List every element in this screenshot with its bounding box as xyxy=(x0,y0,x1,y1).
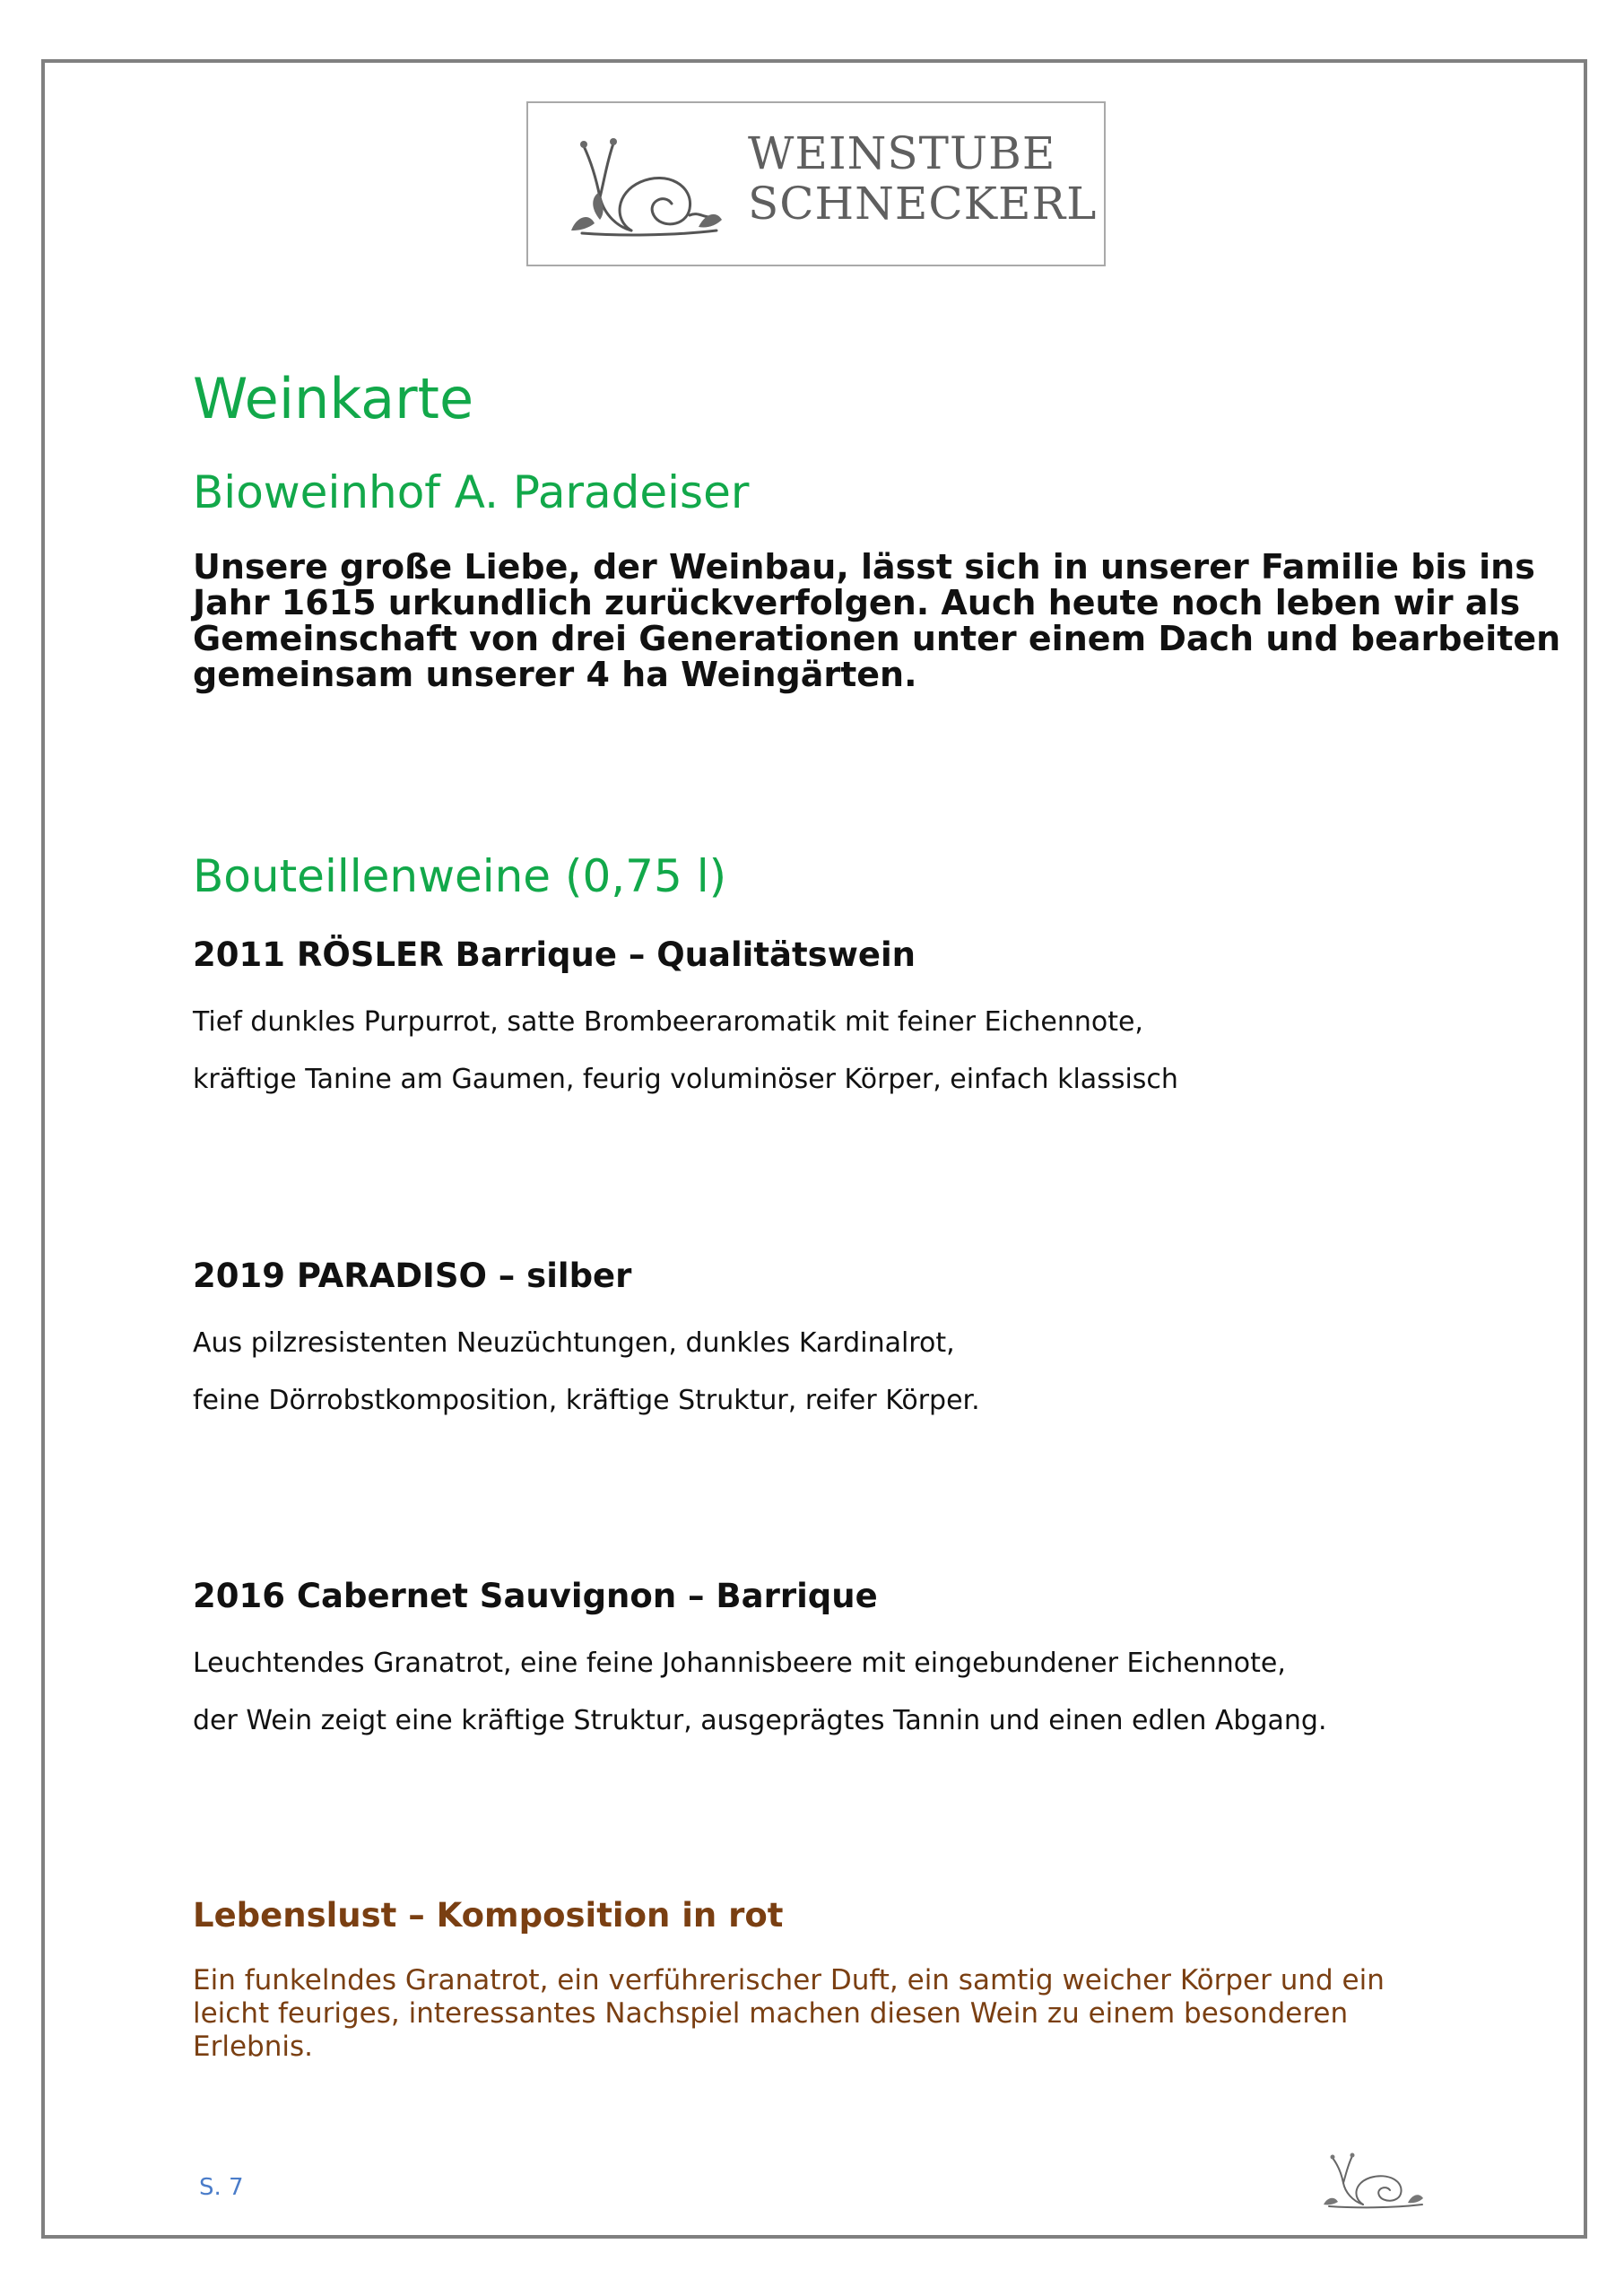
wine-description: Leuchtendes Granatrot, eine feine Johannisbeere mit eingebundener Eichennote, xyxy=(193,1648,1286,1679)
logo-line-2: SCHNECKERL xyxy=(748,178,1098,230)
page-number: S. 7 xyxy=(199,2174,244,2201)
special-line: leicht feuriges, interessantes Nachspiel machen diesen Wein zu einem besonderen xyxy=(193,1997,1349,2030)
snail-icon xyxy=(1320,2151,1426,2213)
intro-paragraph xyxy=(193,547,1561,694)
special-line: Erlebnis. xyxy=(193,2031,313,2063)
wine-description: Aus pilzresistenten Neuzüchtungen, dunkles Kardinalrot, xyxy=(193,1327,955,1359)
winery-name: Bioweinhof A. Paradeiser xyxy=(193,466,750,518)
page-title: Weinkarte xyxy=(193,366,474,431)
wine-entry xyxy=(193,1254,1466,1430)
special-line: Ein funkelndes Granatrot, ein verführerischer Duft, ein samtig weicher Körper und ein xyxy=(193,1964,1385,1996)
wine-description: kräftige Tanine am Gaumen, feurig voluminöser Körper, einfach klassisch xyxy=(193,1064,1178,1095)
section-title: Bouteillenweine (0,75 l) xyxy=(193,850,727,902)
logo-text xyxy=(748,128,1097,229)
wine-description: feine Dörrobstkomposition, kräftige Struktur, reifer Körper. xyxy=(193,1385,980,1416)
wine-description: Tief dunkles Purpurrot, satte Brombeeraromatik mit feiner Eichennote, xyxy=(193,1006,1143,1038)
wine-entry xyxy=(193,933,1466,1109)
logo-line-1: WEINSTUBE xyxy=(748,127,1056,179)
intro-line: Jahr 1615 urkundlich zurückverfolgen. Auch heute noch leben wir als xyxy=(193,583,1521,622)
wine-name: 2011 RÖSLER Barrique – Qualitätswein xyxy=(193,935,916,974)
wine-name: 2019 PARADISO – silber xyxy=(193,1257,632,1295)
intro-line: Unsere große Liebe, der Weinbau, lässt sich in unserer Familie bis ins xyxy=(193,547,1535,587)
intro-line: gemeinsam unserer 4 ha Weingärten. xyxy=(193,655,917,694)
special-wine-description xyxy=(193,1964,1466,2064)
intro-line: Gemeinschaft von drei Generationen unter einem Dach und bearbeiten xyxy=(193,619,1561,658)
special-wine-title: Lebenslust – Komposition in rot xyxy=(193,1896,784,1935)
logo xyxy=(526,101,1106,266)
snail-icon xyxy=(564,130,725,247)
wine-entry xyxy=(193,1574,1466,1750)
wine-name: 2016 Cabernet Sauvignon – Barrique xyxy=(193,1577,878,1615)
wine-description: der Wein zeigt eine kräftige Struktur, ausgeprägtes Tannin und einen edlen Abgang. xyxy=(193,1705,1327,1736)
